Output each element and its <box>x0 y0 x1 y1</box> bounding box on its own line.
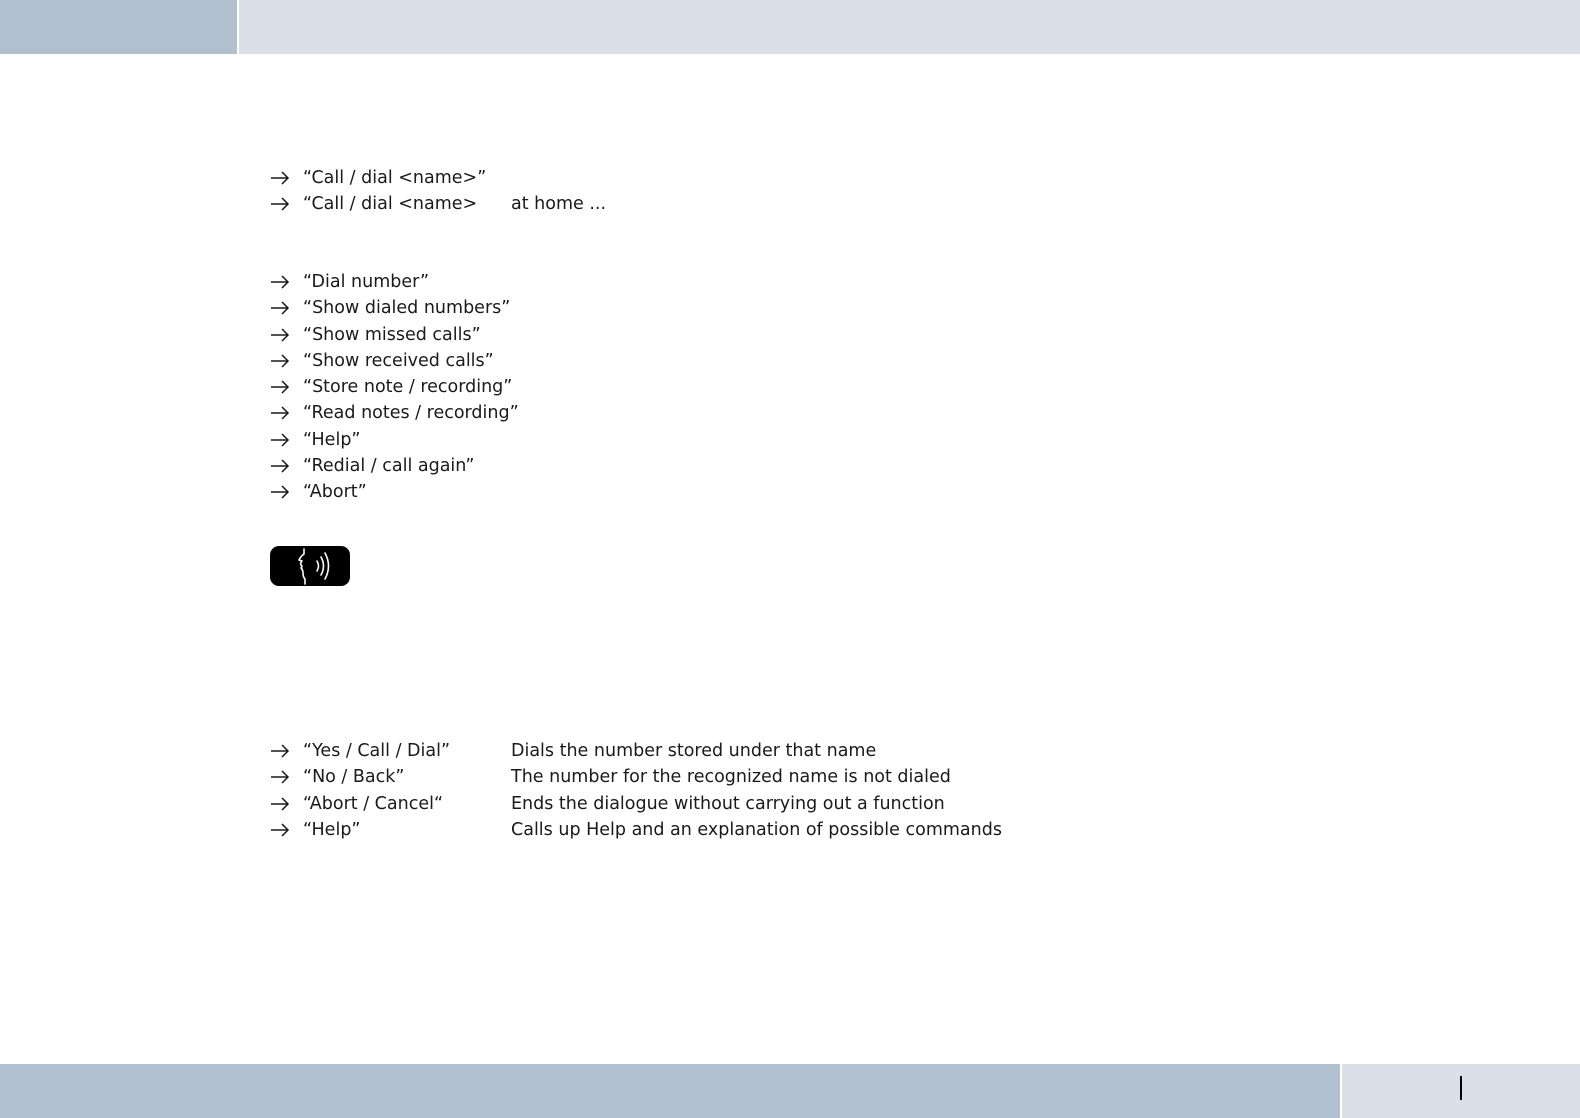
arrow-right-icon <box>270 459 290 473</box>
command-description: Dials the number stored under that name <box>511 741 877 761</box>
arrow-right-icon <box>270 275 290 289</box>
command-text: “Abort / Cancel“ <box>303 793 444 814</box>
command-text: “Abort” <box>303 482 367 503</box>
command-text: “No / Back” <box>303 767 405 788</box>
arrow-right-icon <box>270 823 290 837</box>
arrow-right-icon <box>270 797 290 811</box>
header-band-left <box>0 0 237 54</box>
command-text: “Store note / recording” <box>303 377 513 398</box>
command-text: “Dial number” <box>303 272 430 292</box>
command-text: “Yes / Call / Dial” <box>303 741 451 761</box>
command-text: “Show received calls” <box>303 350 494 371</box>
command-text: “Show missed calls” <box>303 324 481 345</box>
arrow-right-icon <box>270 433 290 447</box>
arrow-right-icon <box>270 380 290 394</box>
arrow-right-icon <box>270 485 290 499</box>
command-text: “Help” <box>303 819 361 840</box>
arrow-right-icon <box>270 406 290 420</box>
command-text: “Call / dial <name>” <box>303 168 487 188</box>
arrow-right-icon <box>270 197 290 211</box>
command-description: Calls up Help and an explanation of possible commands <box>511 819 1002 840</box>
command-text: “Read notes / recording” <box>303 403 519 424</box>
command-detail: at home ... <box>511 194 607 215</box>
arrow-right-icon <box>270 770 290 784</box>
footer-band-left <box>0 1064 1340 1118</box>
command-text: “Redial / call again” <box>303 456 475 477</box>
arrow-right-icon <box>270 744 290 758</box>
header-band-right <box>239 0 1580 54</box>
command-text: “Show dialed numbers” <box>303 298 511 319</box>
command-description: Ends the dialogue without carrying out a function <box>511 793 945 814</box>
command-text: “Help” <box>303 429 361 450</box>
arrow-right-icon <box>270 301 290 315</box>
arrow-right-icon <box>270 328 290 342</box>
arrow-right-icon <box>270 354 290 368</box>
voice-control-icon <box>270 546 350 586</box>
command-description: The number for the recognized name is not dialed <box>511 767 951 788</box>
command-text: “Call / dial <name> <box>303 194 478 215</box>
arrow-right-icon <box>270 171 290 185</box>
page-marker <box>1460 1076 1462 1100</box>
